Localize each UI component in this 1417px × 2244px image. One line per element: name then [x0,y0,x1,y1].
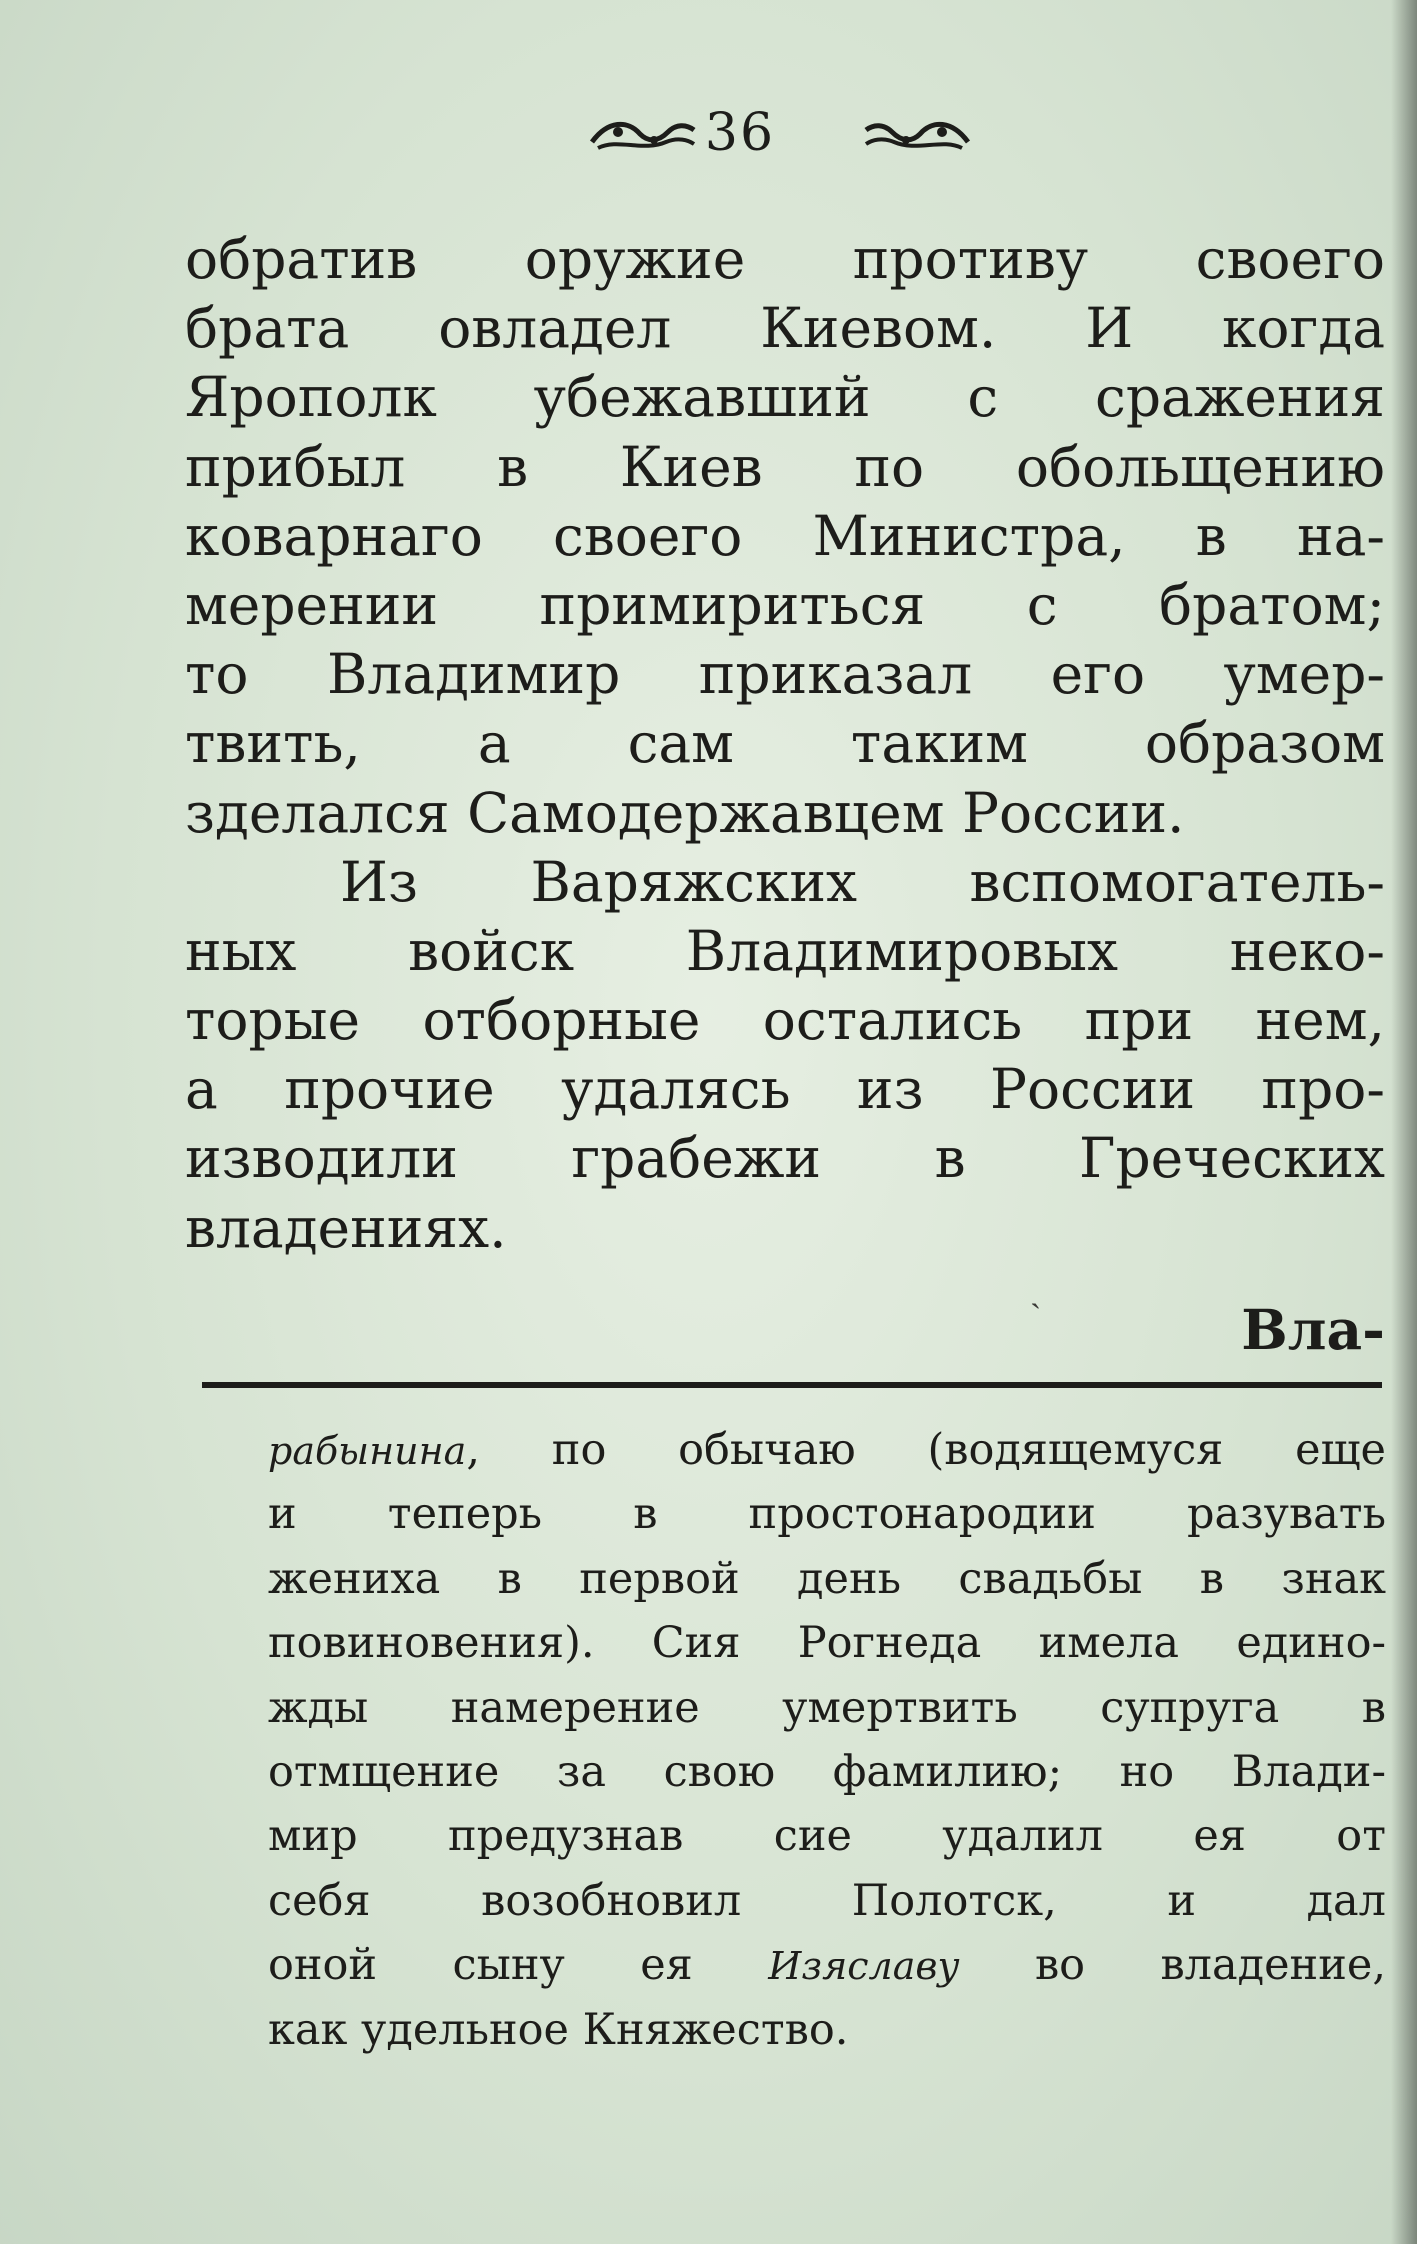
text-line: мерении примириться с братом; [185,572,1385,637]
footnote-line: мир предузнав сие удалил ея от [268,1811,1386,1862]
text-line: коварнаго своего Министра, в на- [185,503,1385,568]
footnote-line: повиновения). Сия Рогнеда имела едино- [268,1618,1386,1669]
footnote-text: оной сыну ея [268,1940,769,1991]
catchword: Вла- [1241,1297,1385,1362]
footnote-line: отмщение за свою фамилию; но Влади- [268,1746,1386,1797]
text-line: брата овладел Киевом. И когда [185,296,1385,361]
footnote-line: и теперь в простонародии разувать [268,1489,1386,1540]
running-header [0,98,1417,178]
page-edge-shadow [1391,0,1417,2244]
footnote-block [268,1418,1386,2062]
footnote-text: во владение, [959,1940,1386,1991]
footnote-italic-name: Изяславу [768,1944,960,1989]
text-line: Ярополк убежавший с сражения [185,365,1385,430]
footnote-italic-word: рабынина [268,1429,467,1473]
text-line: а прочие удалясь из России про- [185,1057,1385,1122]
text-line: торые отборные остались при нем, [185,988,1385,1053]
page-number: 36 [704,103,776,163]
footnote-line: как удельное Княжество. [268,2004,849,2055]
text-line: Из Варяжских вспомогатель- [340,849,1385,914]
text-line: прибыл в Киев по обольщению [185,434,1385,499]
footnote-line [268,1418,1386,1482]
footnote-line: жды намерение умертвить супруга в [268,1682,1386,1733]
footnote-text: , по обычаю (водящемуся еще [466,1425,1386,1475]
stray-ink-mark: ˏ [1030,1270,1042,1310]
text-line: владениях. [185,1195,507,1260]
text-line: ных войск Владимировых неко- [185,918,1385,983]
text-line: изводили грабежи в Греческих [185,1126,1385,1191]
text-line: обратив оружие противу своего [185,227,1385,291]
footnote-line [268,1933,1386,1997]
footnote-rule [202,1382,1382,1388]
ornament-right-icon [862,112,972,156]
main-text-block [185,225,1385,1263]
text-line: то Владимир приказал его умер- [185,642,1385,707]
footnote-line: себя возобновил Полотск, и дал [268,1875,1386,1926]
text-line: твить, а сам таким образом [185,711,1385,776]
text-line: зделался Самодержавцем России. [185,780,1185,845]
footnote-line: жениха в первой день свадьбы в знак [268,1553,1386,1604]
